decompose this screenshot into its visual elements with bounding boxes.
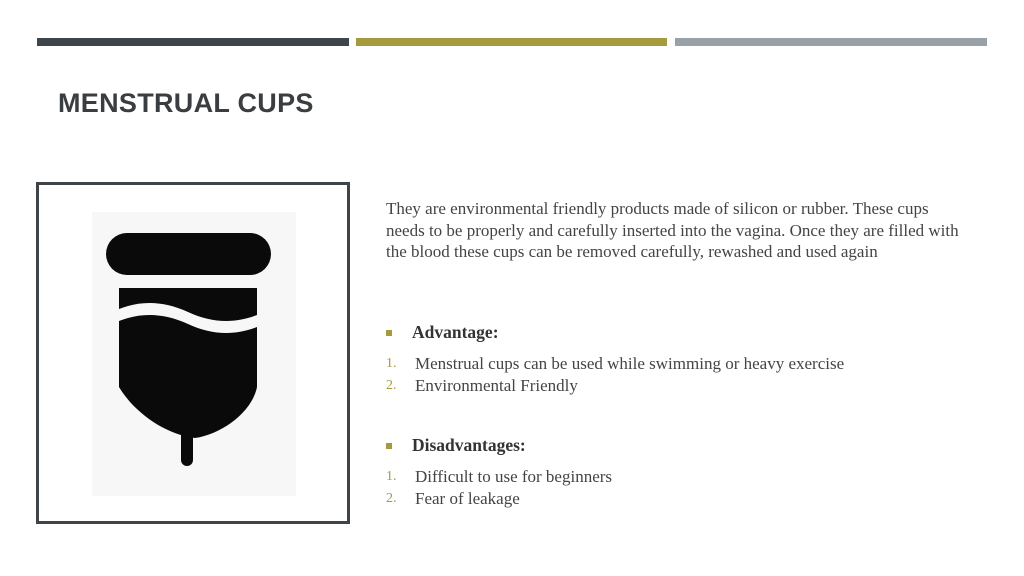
- bullet-square-icon: [386, 443, 392, 449]
- list-item-text: Fear of leakage: [415, 489, 520, 508]
- header-bar-olive: [356, 38, 667, 46]
- list-item-text: Difficult to use for beginners: [415, 467, 613, 486]
- list-item: [386, 375, 844, 397]
- list-item: [386, 466, 612, 488]
- list-number: 1.: [386, 469, 397, 484]
- menstrual-cup-icon: [92, 212, 296, 496]
- header-bar-gray: [675, 38, 987, 46]
- list-item: [386, 488, 612, 510]
- intro-paragraph: They are environmental friendly products made of silicon or rubber. These cups needs to be properly and carefully inserted into the vagina. Once they are filled with the blood these cups can be removed carefully, rewashed and used again: [386, 199, 959, 261]
- list-number: 1.: [386, 356, 397, 371]
- advantage-section: [386, 322, 844, 397]
- advantage-heading-row: [386, 322, 844, 343]
- advantage-heading: Advantage:: [412, 322, 499, 342]
- disadvantages-list: [386, 466, 612, 510]
- bullet-square-icon: [386, 330, 392, 336]
- image-frame: [36, 182, 350, 524]
- advantage-list: [386, 353, 844, 397]
- header-bar-dark: [37, 38, 349, 46]
- disadvantages-heading: Disadvantages:: [412, 435, 526, 455]
- disadvantages-heading-row: [386, 435, 612, 456]
- slide-title: MENSTRUAL CUPS: [58, 88, 314, 118]
- list-number: 2.: [386, 378, 397, 393]
- image-background: [92, 212, 296, 496]
- list-item-text: Environmental Friendly: [415, 376, 578, 395]
- list-number: 2.: [386, 491, 397, 506]
- list-item-text: Menstrual cups can be used while swimming or heavy exercise: [415, 354, 845, 373]
- disadvantages-section: [386, 435, 612, 510]
- list-item: [386, 353, 844, 375]
- content-text: [386, 198, 966, 508]
